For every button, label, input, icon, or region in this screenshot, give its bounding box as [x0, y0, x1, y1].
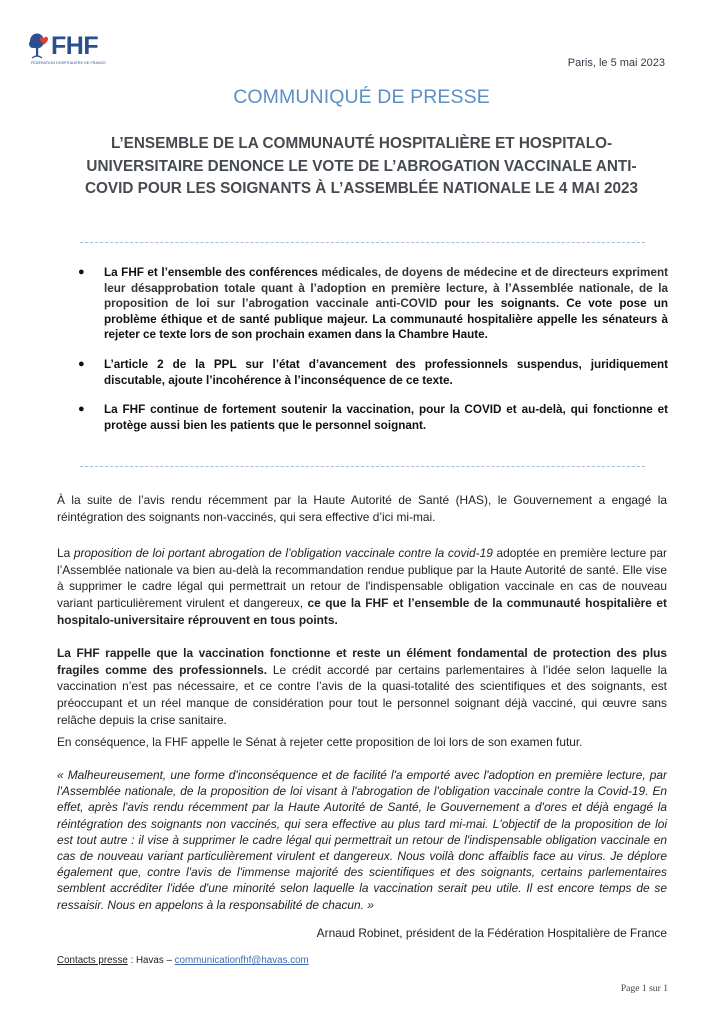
bullet-icon: ● [78, 266, 85, 278]
signature: Arnaud Robinet, président de la Fédération Hospitalière de France [316, 926, 667, 940]
president-quote [57, 767, 667, 913]
text-run: La [57, 546, 74, 560]
paragraph-text: En conséquence, la FHF appelle le Sénat à rejeter cette proposition de loi lors de son examen futur. [57, 735, 583, 749]
body-paragraph-2 [57, 545, 667, 629]
key-point-text: La FHF et l’ensemble des conférences [104, 266, 322, 279]
text-run: adoptée en première lecture par l’Assemblée nationale va bien au-delà la recommandation rendue publique par la Haute Autorité de santé. Elle vise à supprimer le cadre légal qui permettrait un retour de l'indispensable obligation vaccinale en cas de nouveau variant particulièrement virulent et dangereux, [57, 546, 668, 611]
fhf-logo [24, 30, 104, 70]
document-type-title: COMMUNIQUÉ DE PRESSE [233, 86, 490, 108]
body-paragraph-3 [57, 645, 667, 729]
dashed-separator-bottom [80, 466, 645, 467]
emphasis-bold: La FHF rappelle que la vaccination fonctionne et reste un élément fondamental de protection des plus fragiles comme des professionnels. [57, 646, 667, 677]
logo-text: FHF [51, 32, 99, 60]
quote-text: « Malheureusement, une forme d'inconséquence et de facilité l'a emporté avec l'adoption en première lecture, par l'Assemblée nationale, de la proposition de loi visant à l'abrogation de l'obligation vaccinale contre la Covid-19. En effet, après l'avis rendu récemment par la Haute Autorité de Santé, le Gouvernement a d'ores et déjà engagé la réintégration des soignants non vaccinés, qui sera effective au plus tard mi-mai. L'objectif de la proposition de loi est tout autre : il vise à supprimer le cadre légal qui permettrait un retour de l'indispensable obligation vaccinale en cas de nouveau variant particulièrement virulent et dangereux. Nous voilà donc affaiblis face au virus. Je déplore également que, contre l'avis de l'immense majorité des scientifiques et des soignants, certains parlementaires semblent accréditer l'idée d'une minorité selon laquelle la vaccination serait peu utile. Il est encore temps de se ressaisir. Nous en appelons à la responsabilité de chacun. » [57, 768, 667, 912]
key-point-text: L’article 2 de la PPL sur l’état d’avancement des professionnels suspendus, juridiquement discutable, ajoute l’incohérence à l’inconséquence de ce texte. [104, 357, 668, 387]
contact-email-link[interactable]: communicationfhf@havas.com [174, 955, 309, 966]
logo-subtitle: FÉDÉRATION HOSPITALIÈRE DE FRANCE [31, 61, 106, 65]
press-release-date: Paris, le 5 mai 2023 [567, 57, 665, 69]
body-paragraph-4 [57, 734, 667, 751]
key-point [78, 402, 668, 433]
text-run: Le crédit accordé par certains parlementaires à l’idée selon laquelle la vaccination n’est pas nécessaire, et ce contre l’avis de la quasi-totalité des scientifiques et des soignants, est préoccupant et un réel manque de considération pour tout le personnel soignant déjà vacciné, qui œuvre sans relâche depuis la crise sanitaire. [57, 662, 667, 727]
dashed-separator-top [80, 242, 645, 243]
bill-title-italic: proposition de loi portant abrogation de l’obligation vaccinale contre la covid-19 [73, 546, 493, 560]
paragraph-text: À la suite de l’avis rendu récemment par la Haute Autorité de Santé (HAS), le Gouvernement a engagé la réintégration des soignants non-vaccinés, qui sera effective d’ici mi-mai. [57, 493, 667, 524]
page-number: Page 1 sur 1 [620, 983, 668, 994]
paragraph-text [57, 545, 667, 629]
press-contacts [57, 955, 309, 966]
key-point [78, 357, 668, 388]
key-points-list [78, 265, 668, 447]
headline: L’ENSEMBLE DE LA COMMUNAUTÉ HOSPITALIÈRE ET HOSPITALO-UNIVERSITAIRE DENONCE LE VOTE DE L’ABROGATION VACCINALE ANTI-COVID POUR LES SOIGNANTS À L’ASSEMBLÉE NATIONALE LE 4 MAI 2023 [84, 135, 639, 198]
contacts-label: Contacts presse [57, 955, 128, 966]
body-paragraph-1 [57, 492, 667, 525]
bullet-icon: ● [78, 357, 85, 370]
key-point-text: pour les soignants. Ce vote pose un problème éthique et de santé publique majeur. La communauté hospitalière appelle les sénateurs à rejeter ce texte lors de son prochain examen dans la Chambre Haute. [104, 297, 668, 342]
tree-heart-icon [28, 32, 50, 60]
bullet-icon: ● [78, 403, 85, 416]
emphasis-bold: ce que la FHF et l’ensemble de la communauté hospitalière et hospitalo-universitaire réprouvent en tous points. [57, 596, 667, 627]
key-point-text: La FHF continue de fortement soutenir la vaccination, pour la COVID et au-delà, qui fonctionne et protège aussi bien les patients que le personnel soignant. [104, 403, 668, 432]
key-point [78, 265, 668, 343]
paragraph-text [57, 645, 667, 729]
contacts-separator: : Havas – [127, 955, 175, 966]
key-point-text: médicales, de doyens de médecine et de directeurs expriment leur désapprobation totale quant à l’adoption en première lecture, à l’Assemblée nationale, de la proposition de loi sur l’abrogation vaccinale anti-COVID [104, 266, 668, 311]
